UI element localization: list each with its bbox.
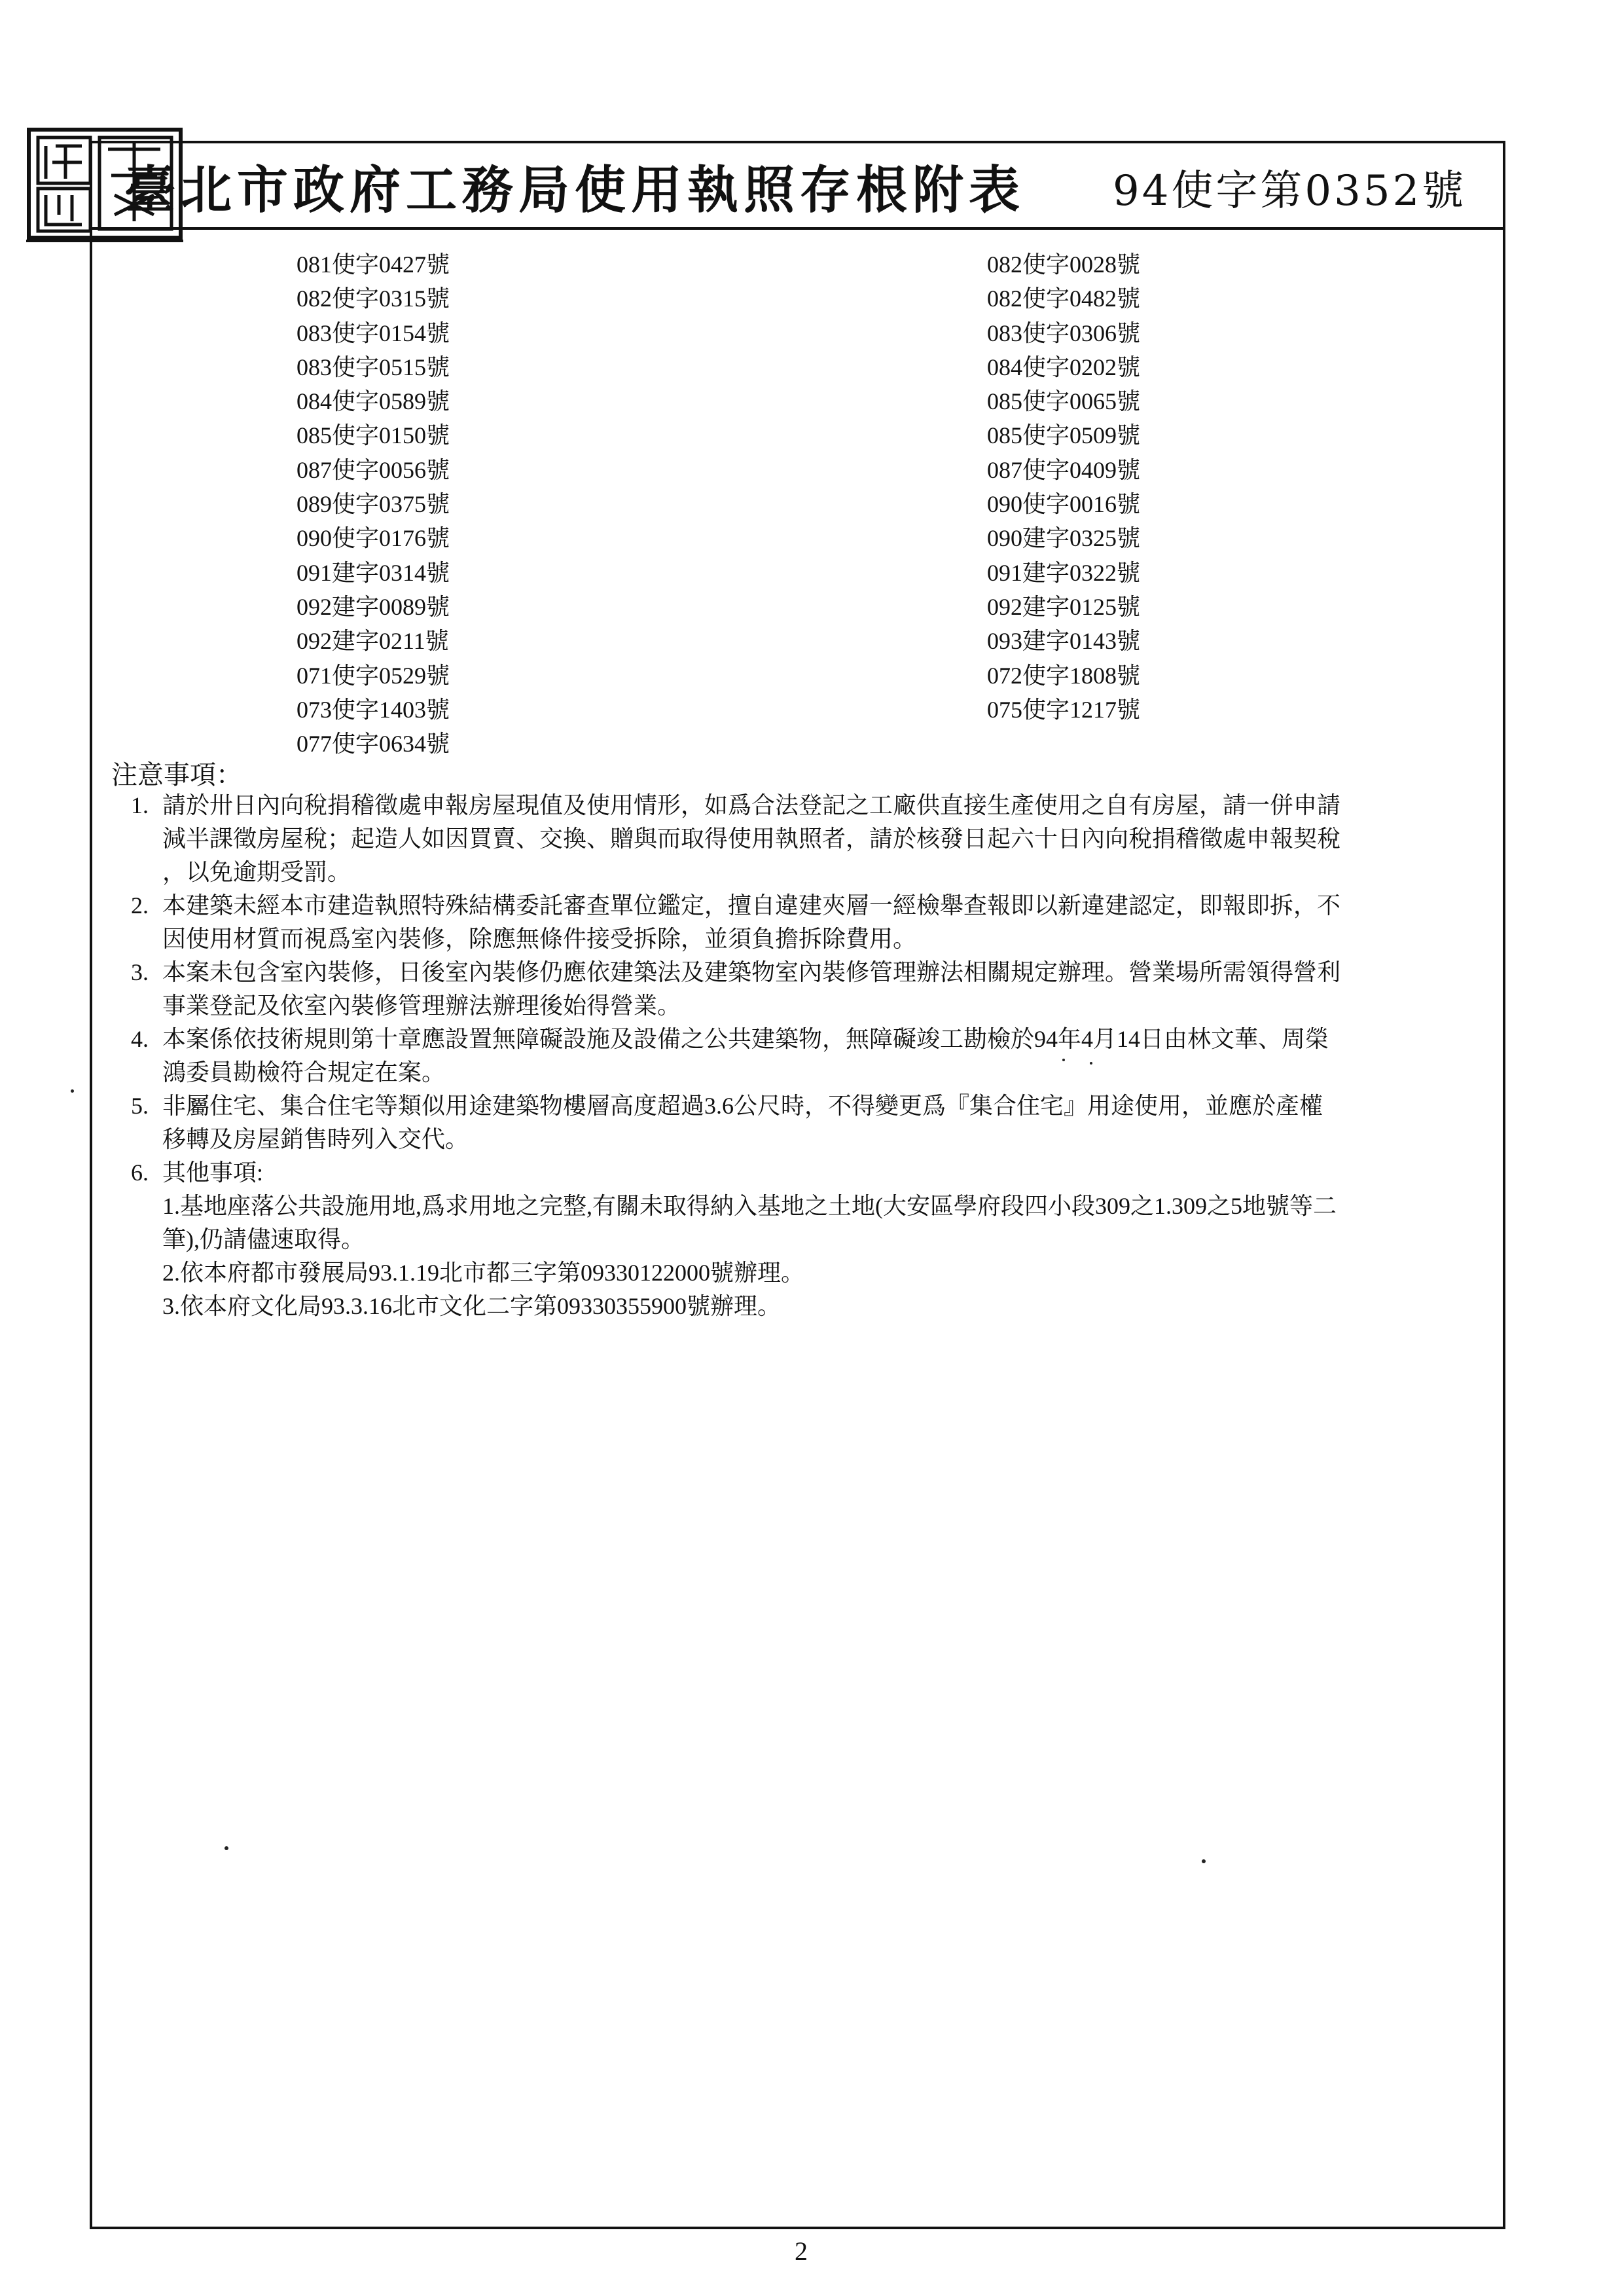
list-item: 089使字0375號 [297,491,450,518]
note-line: 請於卅日內向稅捐稽徵處申報房屋現值及使用情形，如爲合法登記之工廠供直接生產使用之自有房屋，請一併申請 [162,792,1341,818]
note-item [131,889,1502,956]
list-item: 081使字0427號 [297,251,450,278]
note-number: 4. [131,1026,149,1052]
scan-speck [71,1089,74,1093]
note-line: 其他事項: [162,1159,264,1186]
notes-heading: 注意事項： [111,760,242,790]
scan-speck [225,1846,228,1850]
list-item: 077使字0634號 [297,731,450,757]
note-line: 事業登記及依室內裝修管理辦法辦理後始得營業。 [162,993,681,1019]
scan-speck [1090,1062,1092,1065]
note-number: 2. [131,892,149,919]
scan-speck [1202,1859,1206,1863]
list-item: 085使字0065號 [987,388,1141,415]
note-line: 本案未包含室內裝修，日後室內裝修仍應依建築法及建築物室內裝修管理辦法相關規定辦理。營業場所需領得營利 [162,959,1341,985]
list-item: 083使字0154號 [297,319,450,346]
other-item-line: 3.依本府文化局93.3.16北市文化二字第09330355900號辦理。 [162,1293,782,1319]
list-item: 073使字1403號 [297,696,450,723]
note-line: 移轉及房屋銷售時列入交代。 [162,1126,469,1152]
other-item-line: 筆),仍請儘速取得。 [162,1226,365,1252]
list-item: 091建字0322號 [987,559,1141,586]
note-number: 5. [131,1093,149,1119]
permit-number: 94使字第0352號 [1113,167,1467,215]
scan-speck [1062,1059,1065,1061]
list-item: 093建字0143號 [987,628,1141,655]
other-item-line: 1.基地座落公共設施用地,爲求用地之完整,有關未取得納入基地之土地(大安區學府段四小段309之1.309之5地號等二 [162,1193,1337,1219]
notes-list [131,789,1502,1323]
list-item: 084使字0589號 [297,388,450,415]
list-item: 082使字0315號 [297,285,450,312]
note-item [131,1156,1502,1190]
note-line: 減半課徵房屋稅；起造人如因買賣、交換、贈與而取得使用執照者，請於核發日起六十日內向稅捐稽徵處申報契稅 [162,826,1341,852]
list-item: 085使字0150號 [297,422,450,449]
page-number: 2 [795,2236,808,2266]
note-line: ，以免逾期受罰。 [162,859,351,885]
list-item: 087使字0056號 [297,456,450,483]
list-item: 092建字0125號 [987,593,1141,620]
list-item: 090建字0325號 [987,525,1141,552]
list-item: 082使字0482號 [987,285,1141,312]
permit-list-right [987,247,1140,727]
list-item: 084使字0202號 [987,354,1141,380]
note-item [131,1023,1502,1089]
note-number: 3. [131,959,149,985]
list-item: 072使字1808號 [987,662,1141,689]
note-line: 鴻委員勘檢符合規定在案。 [162,1059,446,1085]
list-item: 092建字0211號 [297,628,449,655]
note-line: 非屬住宅、集合住宅等類似用途建築物樓層高度超過3.6公尺時，不得變更爲『集合住宅』用途使用，並應於產權 [162,1093,1323,1119]
list-item: 082使字0028號 [987,251,1141,278]
note-line: 本建築未經本市建造執照特殊結構委託審查單位鑑定，擅自違建夾層一經檢舉查報即以新違建認定，即報即拆，不 [162,892,1341,919]
other-item-line: 2.依本府都市發展局93.1.19北市都三字第09330122000號辦理。 [162,1260,805,1286]
list-item: 090使字0176號 [297,525,450,552]
list-item: 083使字0306號 [987,319,1141,346]
list-item: 071使字0529號 [297,662,450,689]
note-item [131,956,1502,1023]
list-item: 087使字0409號 [987,456,1141,483]
list-item: 090使字0016號 [987,491,1141,518]
note-line: 因使用材質而視爲室內裝修，除應無條件接受拆除，並須負擔拆除費用。 [162,926,917,952]
list-item: 092建字0089號 [297,593,450,620]
note-line: 本案係依技術規則第十章應設置無障礙設施及設備之公共建築物，無障礙竣工勘檢於94年4月14日由林文華、周榮 [162,1026,1329,1052]
list-item: 085使字0509號 [987,422,1141,449]
document-title: 臺北市政府工務局使用執照存根附表 [124,160,1026,220]
header-divider [90,227,1505,230]
permit-list-left [297,247,450,761]
list-item: 075使字1217號 [987,696,1141,723]
list-item: 091建字0314號 [297,559,450,586]
note-number: 6. [131,1159,149,1186]
note-item [131,789,1502,889]
note-number: 1. [131,792,149,818]
note-item [131,1089,1502,1156]
list-item: 083使字0515號 [297,354,450,380]
